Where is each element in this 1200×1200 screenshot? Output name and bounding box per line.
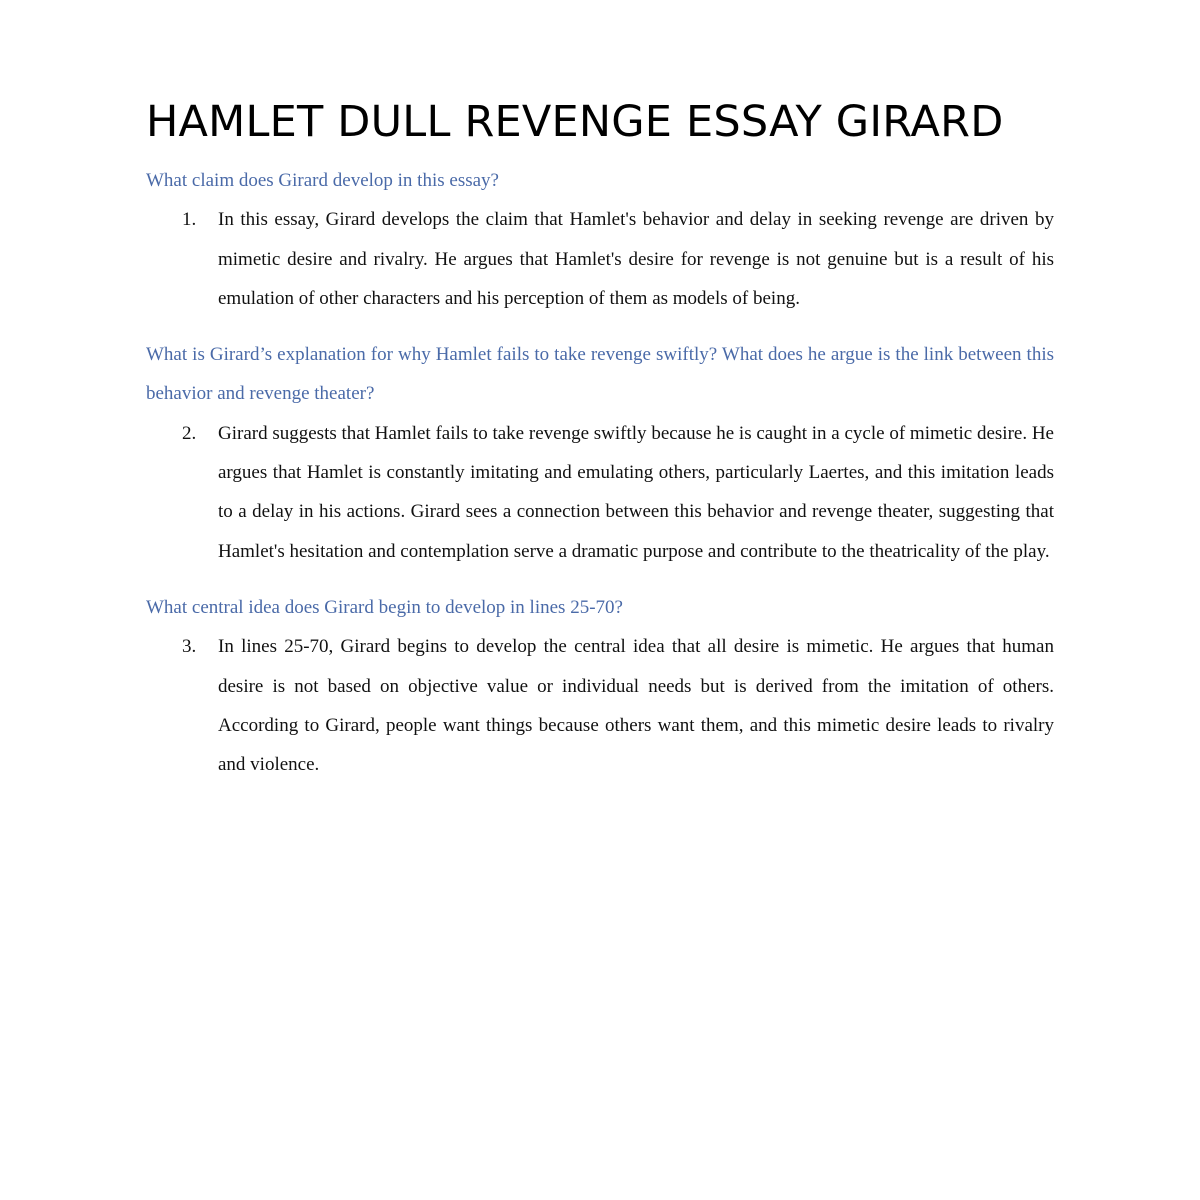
answer-number-3: 3. [182, 636, 197, 658]
document-page [146, 97, 1054, 784]
question-1: What claim does Girard develop in this essay? [146, 170, 499, 191]
answer-text-1: In this essay, Girard develops the claim that Hamlet's behavior and delay in seeking revenge are driven by mimetic desire and rivalry. He argues that Hamlet's desire for revenge is not genuine but is a result of his emulation of other characters and his perception of them as models of being. [218, 209, 1054, 309]
answer-item-2 [146, 414, 1054, 571]
answer-number-2: 2. [182, 422, 197, 444]
question-3: What central idea does Girard begin to develop in lines 25-70? [146, 596, 623, 618]
answer-number-1: 1. [182, 209, 197, 231]
document-title: HAMLET DULL REVENGE ESSAY GIRARD [146, 97, 1004, 147]
answer-list-1 [146, 200, 1054, 318]
answer-text-3: In lines 25-70, Girard begins to develop the central idea that all desire is mimetic. He argues that human desire is not based on objective value or individual needs but is derived from the imitation of others. According to Girard, people want things because others want them, and this mimetic desire leads to rivalry and violence. [218, 636, 1054, 776]
answer-item-1 [146, 200, 1054, 318]
answer-list-2 [146, 414, 1054, 571]
answer-list-3 [146, 627, 1054, 784]
answer-text-2: Girard suggests that Hamlet fails to take revenge swiftly because he is caught in a cycle of mimetic desire. He argues that Hamlet is constantly imitating and emulating others, particularly Laertes, and this imitation leads to a delay in his actions. Girard sees a connection between this behavior and revenge theater, suggesting that Hamlet's hesitation and contemplation serve a dramatic purpose and contribute to the theatricality of the play. [218, 422, 1054, 562]
answer-item-3 [146, 627, 1054, 784]
question-2: What is Girard’s explanation for why Hamlet fails to take revenge swiftly? What does he argue is the link between this behavior and revenge theater? [146, 344, 1054, 405]
